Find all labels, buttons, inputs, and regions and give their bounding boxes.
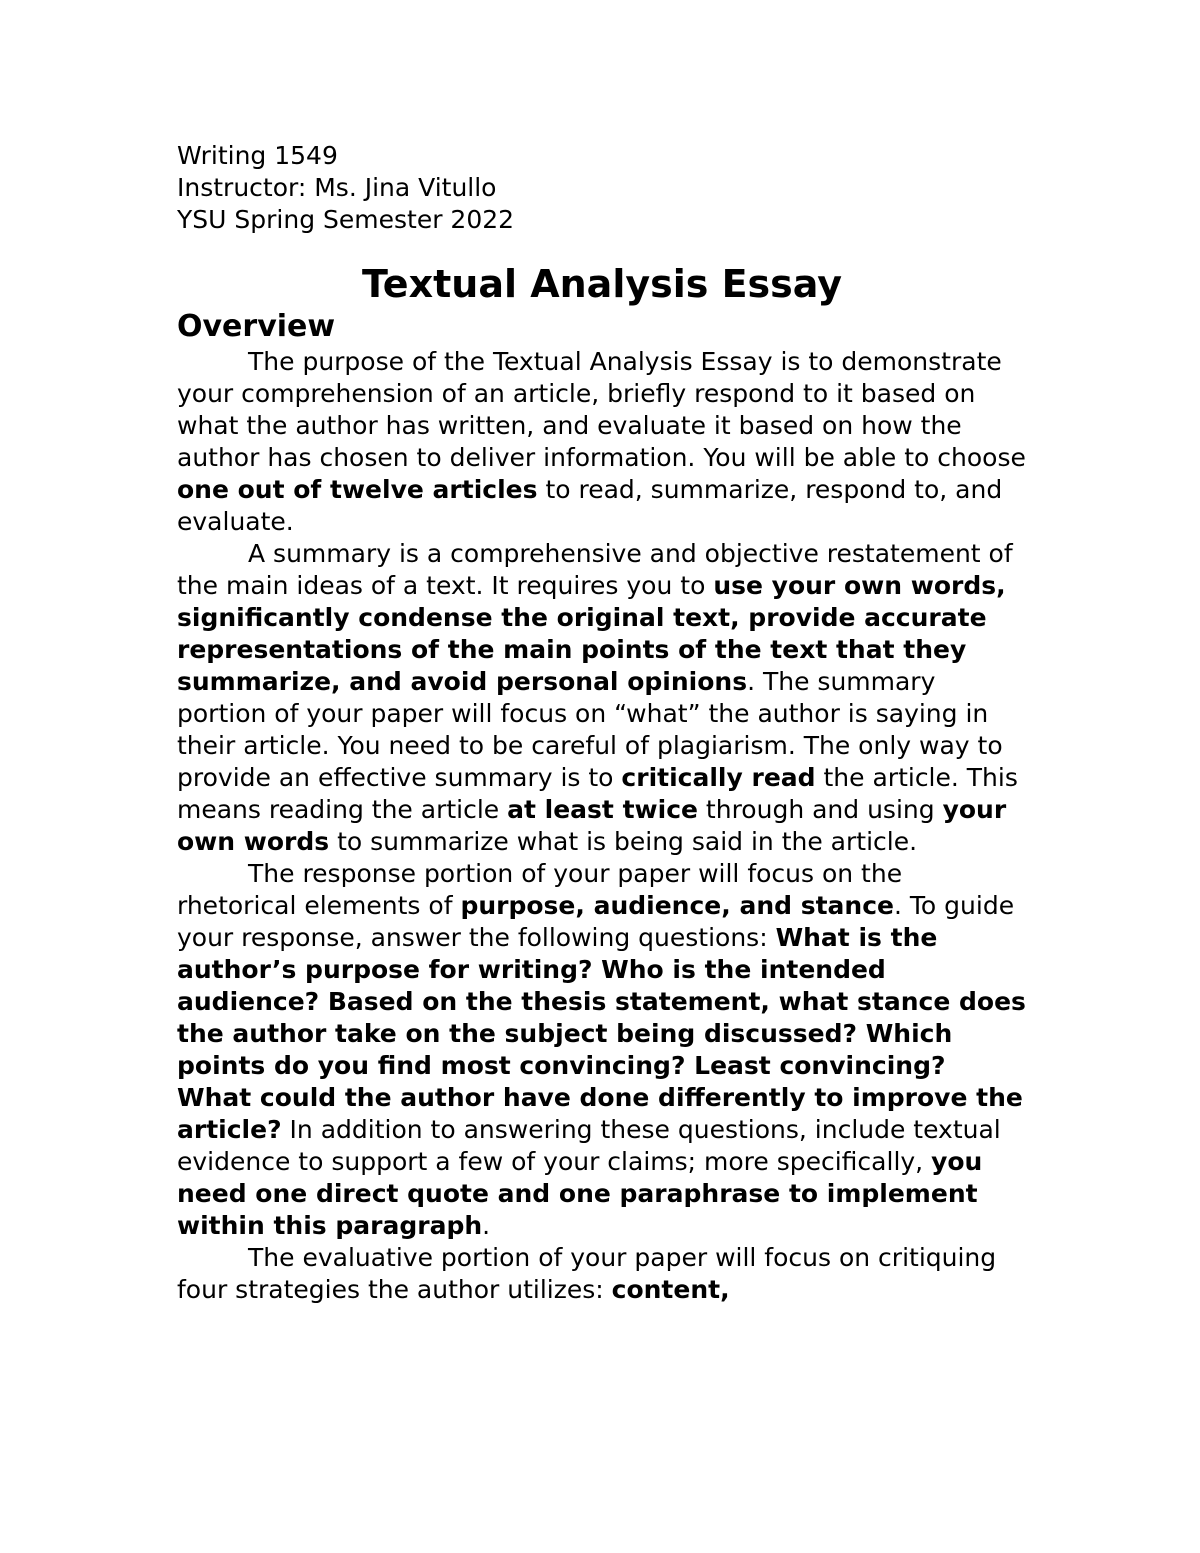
- document-body: [177, 346, 1027, 1306]
- bold-text-run: What is the author’s purpose for writing? Who is the intended audience? Based on the thesis statement, what stance does the author take on the subject being discussed? Which points do you find most convincing? Least convincing? What could the author have done differently to improve the article?: [177, 923, 1026, 1144]
- text-run: In addition to answering these questions, include textual evidence to support a few of your claims; more specifically,: [177, 1115, 1001, 1176]
- text-run: to read, summarize, respond to, and evaluate.: [177, 475, 1003, 536]
- text-run: The evaluative portion of your paper will focus on critiquing four strategies the author utilizes:: [177, 1243, 997, 1304]
- paragraph-summary: [177, 538, 1027, 858]
- bold-text-run: one out of twelve articles: [177, 475, 538, 504]
- bold-text-run: critically read: [621, 763, 816, 792]
- text-run: . The summary portion of your paper will focus on “what” the author is saying in their article. You need to be careful of plagiarism. The only way to provide an effective summary is to: [177, 667, 1003, 792]
- text-run: . To guide your response, answer the following questions:: [177, 891, 1015, 952]
- bold-text-run: at least twice: [507, 795, 698, 824]
- text-run: to summarize what is being said in the article.: [329, 827, 918, 856]
- document-page: [177, 140, 1027, 1306]
- text-run: A summary is a comprehensive and objective restatement of the main ideas of a text. It requires you to: [177, 539, 1013, 600]
- bold-text-run: your own words: [177, 795, 1007, 856]
- bold-text-run: use your own words, significantly condense the original text, provide accurate representations of the main points of the text that they summarize, and avoid personal opinions: [177, 571, 1006, 696]
- section-heading-overview: Overview: [177, 309, 336, 344]
- text-run: through and using: [697, 795, 943, 824]
- document-title: Textual Analysis Essay: [361, 262, 843, 306]
- paragraph-response: [177, 858, 1027, 1242]
- paragraph-evaluation: [177, 1242, 1027, 1306]
- semester: YSU Spring Semester 2022: [177, 205, 515, 234]
- text-run: .: [482, 1211, 491, 1240]
- instructor-name: Instructor: Ms. Jina Vitullo: [177, 173, 497, 202]
- bold-text-run: content,: [611, 1275, 730, 1304]
- bold-text-run: you need one direct quote and one paraphrase to implement within this paragraph: [177, 1147, 983, 1240]
- bold-text-run: purpose, audience, and stance: [460, 891, 894, 920]
- paragraph-purpose: [177, 346, 1027, 538]
- course-header: [177, 140, 1027, 236]
- text-run: The response portion of your paper will focus on the rhetorical elements of: [177, 859, 903, 920]
- text-run: the article. This means reading the article: [177, 763, 1018, 824]
- course-name: Writing 1549: [177, 141, 338, 170]
- text-run: The purpose of the Textual Analysis Essay is to demonstrate your comprehension of an article, briefly respond to it based on what the author has written, and evaluate it based on how the author has chosen to deliver information. You will be able to choose: [177, 347, 1026, 472]
